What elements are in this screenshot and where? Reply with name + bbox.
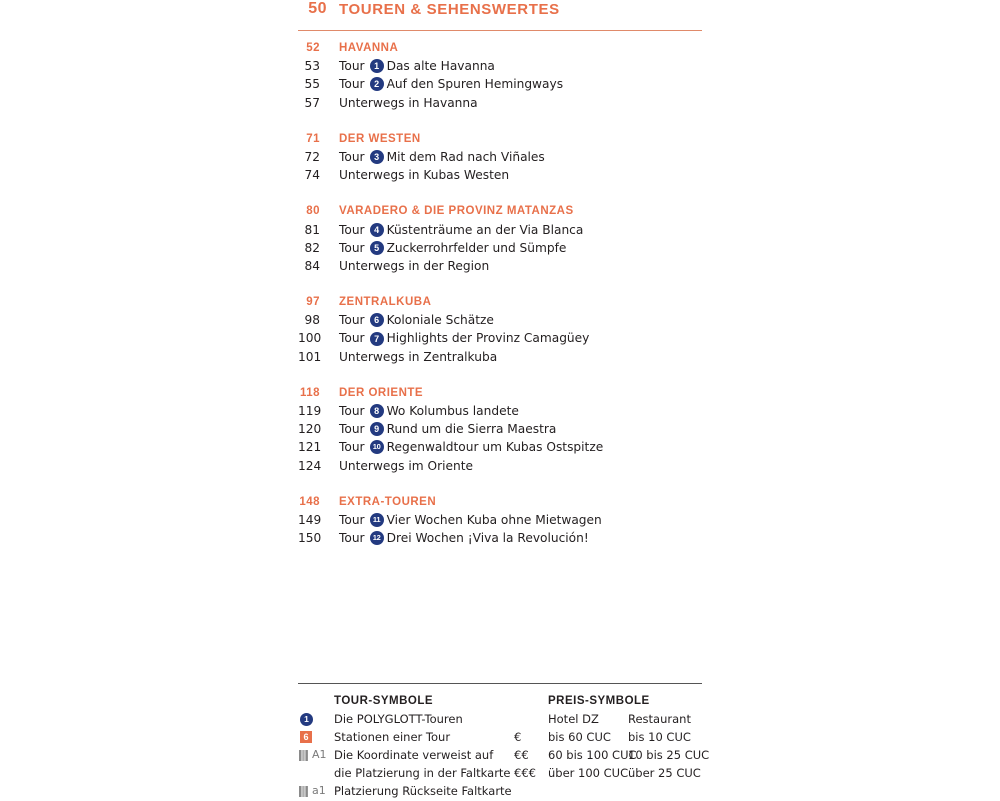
section-heading	[298, 384, 702, 402]
legend	[298, 683, 710, 801]
entry-line	[339, 511, 602, 529]
toc-entry	[298, 438, 702, 456]
tour-number-badge: 5	[370, 241, 384, 255]
entry-title: Unterwegs in Havanna	[339, 95, 478, 110]
entry-page-number: 72	[304, 149, 320, 164]
section-title: ZENTRALKUBA	[339, 296, 432, 309]
entry-page-number: 82	[304, 240, 320, 255]
coordinate-code: A1	[312, 748, 327, 761]
entry-line	[339, 311, 494, 329]
price-symbol-1: €	[514, 730, 522, 744]
chapter-title: TOUREN & SEHENSWERTES	[339, 1, 560, 18]
entry-title: Unterwegs in Kubas Westen	[339, 168, 510, 183]
tour-badge-icon: 1	[300, 713, 313, 726]
tour-number-badge: 8	[370, 404, 384, 418]
entry-page-number: 74	[304, 168, 320, 183]
toc-section	[298, 39, 702, 112]
tour-number-badge: 10	[370, 440, 384, 454]
entry-title: Unterwegs in der Region	[339, 258, 490, 273]
section-heading	[298, 293, 702, 311]
tour-label: Tour	[339, 59, 365, 74]
price-symbol-3: €€€	[514, 766, 536, 780]
section-heading	[298, 493, 702, 511]
toc-entry	[298, 311, 702, 329]
toc-section	[298, 493, 702, 548]
toc-entry	[298, 529, 702, 547]
price-restaurant-2: 10 bis 25 CUC	[628, 748, 710, 762]
section-page-number: 52	[306, 42, 320, 54]
entry-title: Unterwegs im Oriente	[339, 458, 473, 473]
price-symbol-2: €€	[514, 748, 529, 762]
entry-page-number: 53	[304, 59, 320, 74]
tour-label: Tour	[339, 313, 365, 328]
toc-section	[298, 130, 702, 185]
entry-page-number: 149	[298, 512, 322, 527]
entry-title: Zuckerrohrfelder und Sümpfe	[386, 240, 567, 255]
toc-entry	[298, 511, 702, 529]
back-coordinate-code: a1	[312, 784, 326, 797]
entry-line	[339, 94, 478, 112]
tour-number-badge: 6	[370, 313, 384, 327]
entry-page-number: 120	[298, 422, 322, 437]
toc-entry	[298, 57, 702, 75]
section-page-number: 71	[306, 132, 320, 145]
price-symbols-heading: PREIS-SYMBOLE	[548, 695, 650, 707]
entry-page-number: 81	[304, 222, 320, 237]
entry-page-number: 84	[304, 258, 320, 273]
toc-entry	[298, 75, 702, 93]
entry-title: Drei Wochen ¡Viva la Revolución!	[386, 531, 589, 546]
section-title: EXTRA-TOUREN	[339, 495, 437, 508]
legend-coord-text-2: die Platzierung in der Faltkarte	[334, 766, 511, 780]
legend-back-text: Platzierung Rückseite Faltkarte	[334, 784, 512, 798]
entry-page-number: 101	[298, 349, 322, 364]
tour-label: Tour	[339, 222, 365, 237]
tour-label: Tour	[339, 440, 365, 455]
price-hotel-1: bis 60 CUC	[548, 730, 611, 744]
toc-entry	[298, 257, 702, 275]
tour-number-badge: 7	[370, 332, 384, 346]
legend-tour-text: Die POLYGLOTT-Touren	[334, 712, 463, 726]
entry-title: Auf den Spuren Hemingways	[386, 77, 564, 92]
tour-number-badge: 11	[370, 513, 384, 527]
entry-page-number: 100	[298, 331, 322, 346]
toc-section	[298, 293, 702, 366]
tour-symbols-heading: TOUR-SYMBOLE	[334, 695, 434, 707]
toc-page	[298, 0, 710, 800]
tour-label: Tour	[339, 404, 365, 418]
folded-map-icon	[299, 750, 308, 761]
section-heading	[298, 39, 702, 57]
tour-label: Tour	[339, 240, 365, 255]
tour-number-badge: 4	[370, 223, 384, 237]
toc-entry	[298, 239, 702, 257]
entry-line	[339, 529, 589, 547]
station-marker-icon: 6	[300, 731, 312, 743]
toc-section	[298, 202, 702, 275]
entry-title: Regenwaldtour um Kubas Ostspitze	[386, 440, 604, 455]
entry-page-number: 121	[298, 440, 322, 455]
map-coordinate-symbol	[299, 746, 327, 764]
section-title: VARADERO & DIE PROVINZ MATANZAS	[339, 205, 574, 218]
entry-line	[339, 75, 563, 93]
entry-page-number: 119	[298, 404, 322, 418]
price-restaurant-3: über 25 CUC	[628, 766, 701, 780]
section-page-number: 80	[306, 205, 320, 218]
price-restaurant-1: bis 10 CUC	[628, 730, 691, 744]
entry-line	[339, 239, 566, 257]
folded-map-back-icon	[299, 786, 308, 797]
entry-line	[339, 57, 495, 75]
entry-title: Koloniale Schätze	[386, 313, 494, 328]
map-back-symbol	[299, 782, 326, 800]
section-heading	[298, 130, 702, 148]
toc-entry	[298, 148, 702, 166]
entry-line	[339, 420, 556, 438]
toc-entry	[298, 94, 702, 112]
tour-label: Tour	[339, 77, 365, 92]
price-col-hotel: Hotel DZ	[548, 712, 599, 726]
toc-section	[298, 384, 702, 475]
section-title: HAVANNA	[339, 42, 399, 54]
tour-number-badge: 1	[370, 59, 384, 73]
tour-label: Tour	[339, 531, 365, 546]
toc-entry	[298, 329, 702, 347]
entry-title: Rund um die Sierra Maestra	[386, 422, 557, 437]
tour-label: Tour	[339, 149, 365, 164]
toc-entry	[298, 166, 702, 184]
tour-number-badge: 2	[370, 77, 384, 91]
entry-title: Küstenträume an der Via Blanca	[386, 222, 584, 237]
entry-page-number: 124	[298, 458, 322, 473]
entry-page-number: 57	[304, 95, 320, 110]
legend-station-text: Stationen einer Tour	[334, 730, 451, 744]
chapter-header	[298, 0, 702, 31]
entry-line	[339, 348, 497, 366]
legend-coord-text-1: Die Koordinate verweist auf	[334, 748, 494, 762]
price-hotel-3: über 100 CUC	[548, 766, 629, 780]
entry-title: Vier Wochen Kuba ohne Mietwagen	[386, 512, 602, 527]
toc-entry	[298, 420, 702, 438]
section-page-number: 118	[299, 386, 320, 399]
entry-line	[339, 221, 583, 239]
entry-line	[339, 166, 509, 184]
section-page-number: 97	[306, 296, 320, 309]
entry-page-number: 55	[304, 77, 320, 92]
entry-title: Mit dem Rad nach Viñales	[386, 149, 545, 164]
entry-title: Das alte Havanna	[386, 59, 495, 74]
entry-page-number: 150	[298, 531, 322, 546]
entry-line	[339, 457, 473, 475]
section-title: DER WESTEN	[339, 132, 421, 145]
tour-number-badge: 9	[370, 422, 384, 436]
tour-label: Tour	[339, 422, 365, 437]
section-heading	[298, 202, 702, 220]
price-col-restaurant: Restaurant	[628, 712, 691, 726]
chapter-page-number: 50	[308, 0, 327, 17]
entry-line	[339, 438, 603, 456]
toc-entry	[298, 402, 702, 420]
entry-line	[339, 148, 545, 166]
entry-page-number: 98	[304, 313, 320, 328]
tour-label: Tour	[339, 331, 365, 346]
table-of-contents	[298, 39, 702, 565]
price-hotel-2: 60 bis 100 CUC	[548, 748, 637, 762]
section-page-number: 148	[299, 495, 320, 508]
tour-number-badge: 3	[370, 150, 384, 164]
tour-label: Tour	[339, 512, 365, 527]
entry-title: Unterwegs in Zentralkuba	[339, 349, 498, 364]
entry-line	[339, 402, 519, 420]
entry-title: Wo Kolumbus landete	[386, 404, 519, 418]
entry-title: Highlights der Provinz Camagüey	[386, 331, 590, 346]
toc-entry	[298, 221, 702, 239]
section-title: DER ORIENTE	[339, 386, 424, 399]
tour-number-badge: 12	[370, 531, 384, 545]
toc-entry	[298, 348, 702, 366]
toc-entry	[298, 457, 702, 475]
entry-line	[339, 329, 589, 347]
entry-line	[339, 257, 489, 275]
